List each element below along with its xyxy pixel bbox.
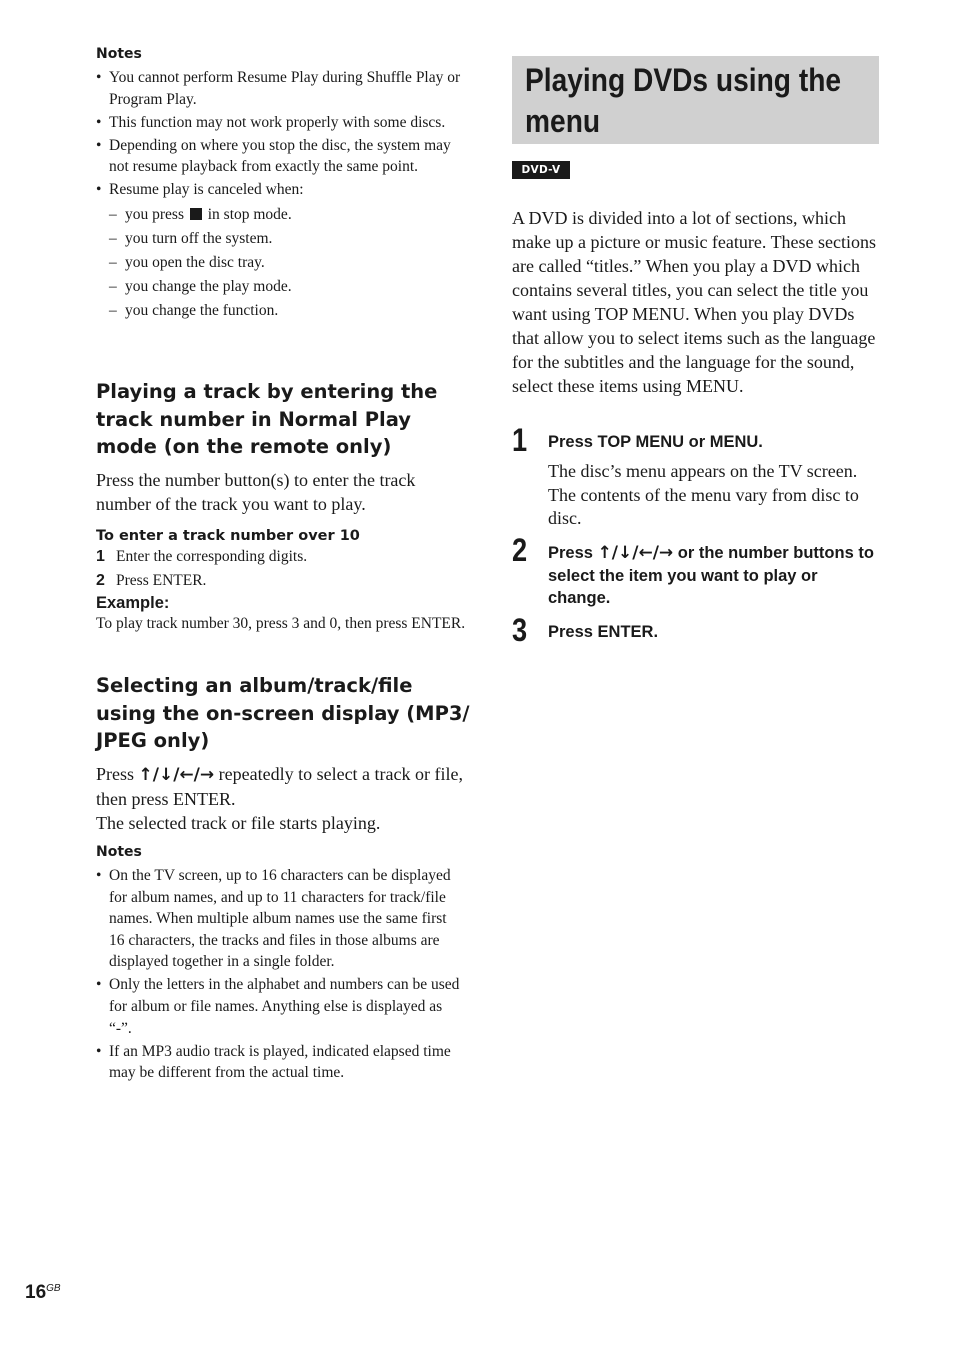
bullet-icon: • bbox=[96, 136, 102, 154]
section-body: Press ↑/↓/←/→ repeatedly to select a track or file, then press ENTER. bbox=[96, 763, 463, 809]
list-item: • You cannot perform Resume Play during Shuffle Play or Program Play. bbox=[96, 69, 461, 108]
list-item: – you press in stop mode. bbox=[96, 203, 466, 227]
notes-list bbox=[96, 67, 466, 201]
dash-icon: – bbox=[109, 301, 117, 319]
step-heading-2: Press ↑/↓/←/→ or the number buttons to select the item you want to play or change. bbox=[548, 543, 874, 607]
notes-heading: Notes bbox=[96, 844, 142, 860]
list-item: • If an MP3 audio track is played, indicated elapsed time may be different from the actual time. bbox=[96, 1042, 451, 1082]
dash-icon: – bbox=[109, 277, 117, 295]
title-banner bbox=[512, 56, 879, 144]
list-item: – you change the play mode. bbox=[96, 275, 466, 299]
sub-heading: To enter a track number over 10 bbox=[96, 527, 360, 544]
bullet-icon: • bbox=[96, 113, 102, 131]
bullet-icon: • bbox=[96, 867, 102, 884]
bullet-icon: • bbox=[96, 69, 102, 86]
list-item: • Resume play is canceled when: bbox=[96, 179, 466, 201]
cancel-conditions-list bbox=[96, 203, 466, 323]
section-track-number bbox=[96, 378, 471, 635]
list-item: • Only the letters in the alphabet and numbers can be used for album or file names. Anything else is displayed as “-”. bbox=[96, 976, 460, 1037]
stop-icon bbox=[190, 208, 202, 220]
step-number-3: 3 bbox=[512, 612, 528, 648]
example-heading: Example: bbox=[96, 593, 170, 612]
notes-block-1 bbox=[96, 46, 466, 323]
section-body-2: The selected track or file starts playing. bbox=[96, 812, 381, 833]
list-item: • This function may not work properly with some discs. bbox=[96, 112, 466, 134]
notes-list bbox=[96, 865, 464, 1084]
example-text: To play track number 30, press 3 and 0, then press ENTER. bbox=[96, 614, 466, 632]
page-number: $16^{GB}$ bbox=[25, 1282, 61, 1303]
bullet-icon: • bbox=[96, 976, 102, 994]
section-body: Press the number button(s) to enter the track number of the track you want to play. bbox=[96, 469, 416, 514]
dash-icon: – bbox=[109, 229, 117, 247]
list-item: • On the TV screen, up to 16 characters can be displayed for album names, and up to 11 characters for track/file names. When multiple album names use the same first 16 characters, the tracks and files in those albums are displayed together in a single folder. bbox=[96, 867, 451, 971]
step-heading-3: Press ENTER. bbox=[548, 623, 659, 641]
intro-text: A DVD is divided into a lot of sections, which make up a picture or music feature. These sections are called “titles.” When you play a DVD which contains several titles, you can select the title you want using TOP MENU. When you play DVDs that allow you to select items such as the language for the subtitles and the language for the sound, select these items using MENU. bbox=[512, 208, 877, 396]
step-2: 2 Press ENTER. bbox=[96, 571, 207, 589]
list-item: – you change the function. bbox=[96, 299, 466, 323]
section-heading: Playing a track by entering the track number in Normal Play mode (on the remote only) bbox=[96, 380, 438, 458]
list-item: – you open the disc tray. bbox=[96, 251, 466, 275]
step-1: 1 Enter the corresponding digits. bbox=[96, 547, 308, 565]
list-item: – you turn off the system. bbox=[96, 227, 466, 251]
section-onscreen-display bbox=[96, 672, 474, 835]
notes-heading: Notes bbox=[96, 46, 142, 62]
bullet-icon: • bbox=[96, 181, 102, 199]
step-number-2: 2 bbox=[512, 532, 528, 568]
dvd-v-badge: DVD-V bbox=[512, 161, 570, 179]
page-title: Playing DVDs using the menu bbox=[525, 62, 842, 139]
section-heading: Selecting an album/track/file using the on-screen display (MP3/ JPEG only) bbox=[96, 674, 470, 752]
notes-block-2 bbox=[96, 844, 464, 1085]
step-number-1: 1 bbox=[512, 422, 528, 458]
dash-icon: – bbox=[109, 253, 117, 271]
dash-icon: – bbox=[109, 205, 117, 223]
list-item: • Depending on where you stop the disc, the system may not resume playback from exactly the same point. bbox=[96, 136, 451, 176]
arrow-keys-icon: ↑/↓/←/→ bbox=[138, 764, 215, 785]
step-heading-1: Press TOP MENU or MENU. bbox=[548, 433, 763, 451]
bullet-icon: • bbox=[96, 1042, 102, 1060]
arrow-keys-icon: ↑/↓/←/→ bbox=[597, 543, 674, 563]
step-description-1: The disc’s menu appears on the TV screen. The contents of the menu vary from disc to disc. bbox=[548, 461, 859, 528]
